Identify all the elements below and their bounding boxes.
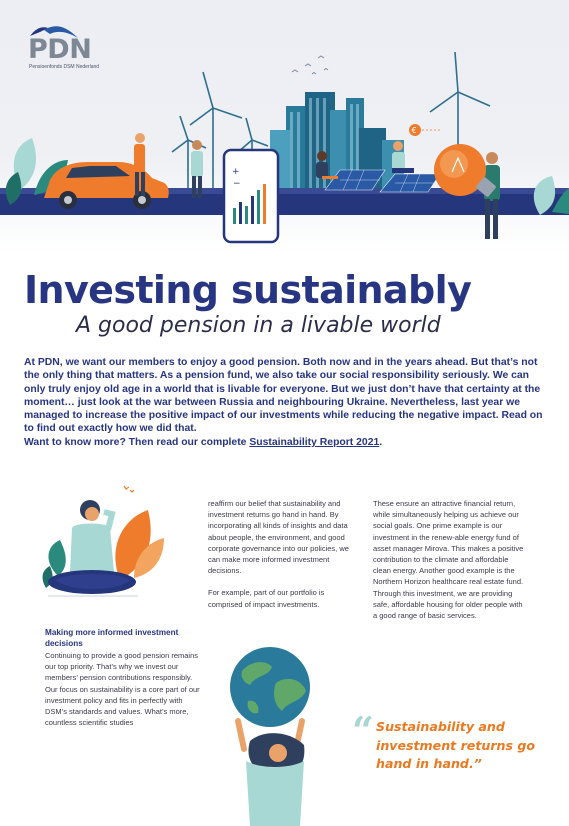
column-3 bbox=[373, 498, 528, 632]
svg-text:+: + bbox=[232, 167, 240, 177]
column-1-text: Continuing to provide a good pension remains our top priority. That’s why we invest our members’ pension contributions responsibly. Our focus on sustainability is a core part of our investment policy and fits in perfectly with DSM’s standards and values. What’s more, countless scientific studies bbox=[45, 651, 200, 728]
logo-subtitle: Pensioenfonds DSM Nederland bbox=[29, 64, 100, 70]
page-subtitle: A good pension in a livable world bbox=[76, 313, 441, 338]
page-title: Investing sustainably bbox=[24, 268, 472, 312]
column-2-paragraph-1: reaffirm our belief that sustainability and investment returns go hand in hand. By incorporating all kinds of insights and data about people, the environment, and good corporate governance into our policies, we can make more informed investment decisions. bbox=[208, 499, 349, 576]
column-1-heading: Making more informed investment decisions bbox=[45, 628, 179, 648]
pdn-logo bbox=[28, 22, 138, 72]
birds-icon bbox=[292, 56, 328, 74]
butterfly-icon bbox=[124, 486, 134, 492]
intro-text: At PDN, we want our members to enjoy a good pension. Both now and in the years ahead. But that’s not the only thing that matters. As a pension fund, we also take our social responsibility seriously. We can only truly enjoy old age in a world that is livable for everyone. But we just don’t have that certainty at the moment… just look at the war between Russia and neighbouring Ukraine. Nevertheless, last year we managed to increase the positive impact of our investments while reducing the negative impact. Read on to find out exactly how we did that. bbox=[24, 357, 543, 435]
column-1 bbox=[45, 628, 203, 739]
column-3-text: These ensure an attractive financial return, while simultaneously helping us achieve our social goals. One prime example is our investment in the renew-able energy fund of asset manager Mirova. This makes a positive contribution to the climate and affordable clean energy. Another good example is the Northern Horizon healthcare real estate fund. Through this investment, we are providing safe, affordable housing for older people with a good range of basic services. bbox=[373, 499, 524, 621]
sustainability-report-link[interactable]: Sustainability Report 2021 bbox=[249, 436, 380, 448]
hero-illustration bbox=[0, 0, 569, 255]
sitting-person-illustration bbox=[38, 480, 168, 622]
column-2-paragraph-2: For example, part of our portfolio is comprised of impact investments. bbox=[208, 588, 325, 609]
svg-text:−: − bbox=[233, 179, 241, 189]
phone-chart-icon bbox=[224, 150, 278, 242]
intro-paragraph bbox=[24, 356, 544, 449]
intro-more-suffix: . bbox=[379, 436, 383, 448]
quote-mark-icon: “ bbox=[352, 708, 374, 753]
intro-more-prefix: Want to know more? Then read our complete bbox=[24, 436, 250, 448]
logo-wordmark: PDN bbox=[28, 34, 92, 65]
svg-text:€: € bbox=[411, 126, 417, 135]
globe-person-illustration bbox=[220, 645, 325, 826]
euro-coin-icon bbox=[409, 124, 440, 136]
column-2 bbox=[208, 498, 360, 621]
quote-text: Sustainability and investment returns go hand in hand.” bbox=[376, 719, 536, 771]
